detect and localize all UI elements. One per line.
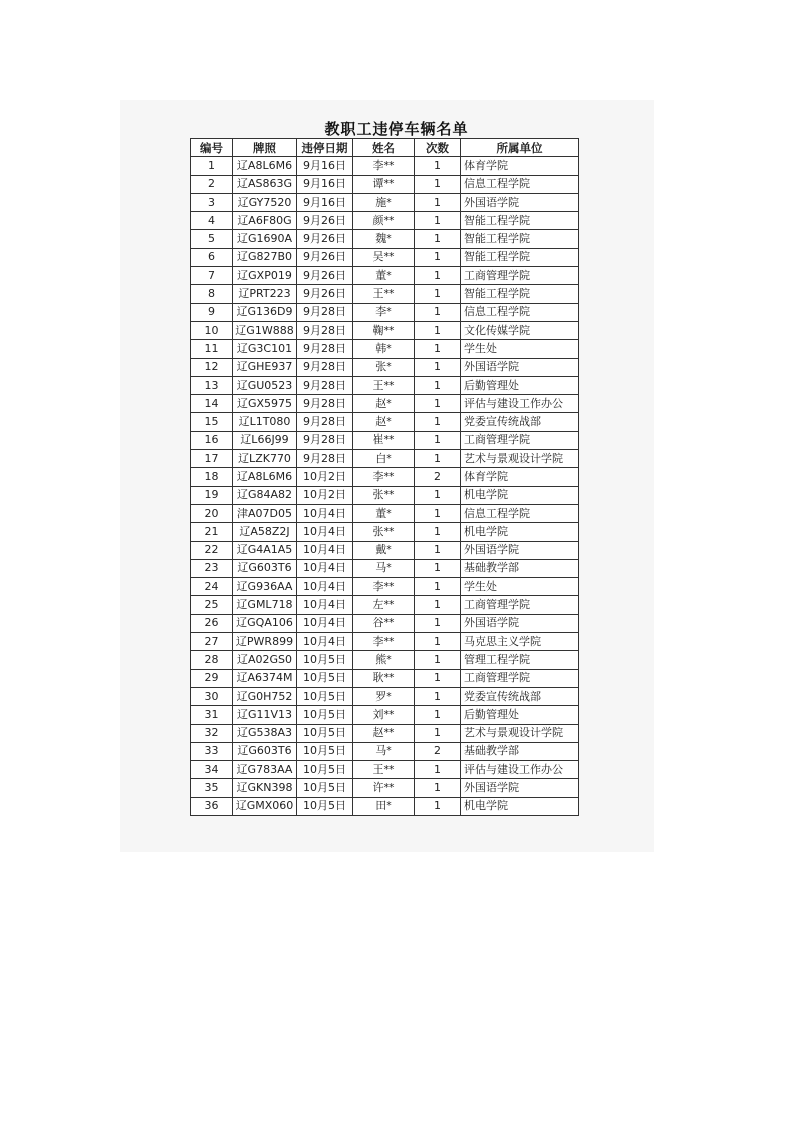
- cell-name: 李**: [353, 468, 415, 486]
- cell-count: 1: [415, 669, 461, 687]
- cell-count: 1: [415, 358, 461, 376]
- cell-name: 左**: [353, 596, 415, 614]
- cell-plate: 辽G4A1A5: [233, 541, 297, 559]
- cell-plate: 辽PWR899: [233, 633, 297, 651]
- table-row: [191, 742, 579, 760]
- cell-no: 33: [191, 742, 233, 760]
- cell-plate: 津A07D05: [233, 504, 297, 522]
- table-row: [191, 559, 579, 577]
- cell-name: 王**: [353, 285, 415, 303]
- cell-unit: 评估与建设工作办公: [461, 761, 579, 779]
- table-row: [191, 633, 579, 651]
- cell-count: 1: [415, 541, 461, 559]
- table-row: [191, 303, 579, 321]
- cell-no: 12: [191, 358, 233, 376]
- cell-name: 谭**: [353, 175, 415, 193]
- cell-no: 23: [191, 559, 233, 577]
- cell-plate: 辽GY7520: [233, 193, 297, 211]
- header-no: 编号: [191, 139, 233, 157]
- cell-unit: 智能工程学院: [461, 230, 579, 248]
- cell-unit: 基础教学部: [461, 559, 579, 577]
- cell-date: 10月5日: [297, 706, 353, 724]
- cell-no: 3: [191, 193, 233, 211]
- cell-date: 10月4日: [297, 504, 353, 522]
- table-row: [191, 486, 579, 504]
- cell-name: 韩*: [353, 340, 415, 358]
- cell-count: 1: [415, 431, 461, 449]
- cell-plate: 辽G1W888: [233, 321, 297, 339]
- cell-no: 29: [191, 669, 233, 687]
- cell-name: 施*: [353, 193, 415, 211]
- cell-plate: 辽G827B0: [233, 248, 297, 266]
- cell-name: 马*: [353, 742, 415, 760]
- cell-plate: 辽G936AA: [233, 578, 297, 596]
- cell-count: 1: [415, 486, 461, 504]
- cell-no: 19: [191, 486, 233, 504]
- cell-plate: 辽A8L6M6: [233, 157, 297, 175]
- cell-count: 1: [415, 651, 461, 669]
- cell-plate: 辽A8L6M6: [233, 468, 297, 486]
- cell-unit: 工商管理学院: [461, 669, 579, 687]
- cell-name: 鞠**: [353, 321, 415, 339]
- table-row: [191, 175, 579, 193]
- cell-date: 9月28日: [297, 303, 353, 321]
- cell-plate: 辽GHE937: [233, 358, 297, 376]
- cell-date: 10月2日: [297, 486, 353, 504]
- cell-date: 10月5日: [297, 669, 353, 687]
- cell-plate: 辽GQA106: [233, 614, 297, 632]
- cell-count: 2: [415, 742, 461, 760]
- cell-no: 10: [191, 321, 233, 339]
- cell-name: 罗*: [353, 687, 415, 705]
- header-unit: 所属单位: [461, 139, 579, 157]
- cell-unit: 体育学院: [461, 468, 579, 486]
- cell-plate: 辽GMX060: [233, 797, 297, 815]
- cell-date: 9月26日: [297, 267, 353, 285]
- cell-plate: 辽LZK770: [233, 450, 297, 468]
- cell-plate: 辽G136D9: [233, 303, 297, 321]
- cell-count: 1: [415, 761, 461, 779]
- cell-plate: 辽GX5975: [233, 395, 297, 413]
- table-row: [191, 376, 579, 394]
- cell-date: 9月26日: [297, 230, 353, 248]
- cell-unit: 马克思主义学院: [461, 633, 579, 651]
- cell-name: 田*: [353, 797, 415, 815]
- table-row: [191, 193, 579, 211]
- cell-date: 10月4日: [297, 578, 353, 596]
- table-row: [191, 706, 579, 724]
- cell-plate: 辽G603T6: [233, 742, 297, 760]
- cell-plate: 辽A6F80G: [233, 212, 297, 230]
- cell-count: 1: [415, 523, 461, 541]
- table-row: [191, 340, 579, 358]
- cell-plate: 辽A58Z2J: [233, 523, 297, 541]
- table-row: [191, 614, 579, 632]
- table-row: [191, 321, 579, 339]
- cell-unit: 文化传媒学院: [461, 321, 579, 339]
- cell-date: 10月4日: [297, 541, 353, 559]
- cell-date: 10月5日: [297, 797, 353, 815]
- cell-unit: 机电学院: [461, 797, 579, 815]
- cell-date: 9月26日: [297, 212, 353, 230]
- cell-name: 李**: [353, 578, 415, 596]
- table-row: [191, 212, 579, 230]
- cell-count: 1: [415, 395, 461, 413]
- cell-name: 李*: [353, 303, 415, 321]
- cell-no: 18: [191, 468, 233, 486]
- cell-count: 1: [415, 212, 461, 230]
- table-row: [191, 395, 579, 413]
- cell-unit: 评估与建设工作办公: [461, 395, 579, 413]
- cell-no: 16: [191, 431, 233, 449]
- cell-no: 14: [191, 395, 233, 413]
- cell-name: 董*: [353, 504, 415, 522]
- cell-date: 9月28日: [297, 358, 353, 376]
- cell-date: 10月4日: [297, 614, 353, 632]
- cell-name: 张**: [353, 523, 415, 541]
- cell-date: 9月28日: [297, 413, 353, 431]
- table-row: [191, 797, 579, 815]
- table-body: [191, 157, 579, 816]
- cell-no: 27: [191, 633, 233, 651]
- cell-unit: 管理工程学院: [461, 651, 579, 669]
- table-row: [191, 541, 579, 559]
- cell-no: 7: [191, 267, 233, 285]
- cell-unit: 后勤管理处: [461, 706, 579, 724]
- cell-plate: 辽GXP019: [233, 267, 297, 285]
- table-row: [191, 687, 579, 705]
- cell-no: 5: [191, 230, 233, 248]
- cell-date: 9月28日: [297, 395, 353, 413]
- cell-plate: 辽L66J99: [233, 431, 297, 449]
- cell-date: 9月26日: [297, 285, 353, 303]
- cell-no: 28: [191, 651, 233, 669]
- cell-date: 9月28日: [297, 321, 353, 339]
- cell-unit: 智能工程学院: [461, 212, 579, 230]
- cell-unit: 智能工程学院: [461, 285, 579, 303]
- table-row: [191, 468, 579, 486]
- cell-name: 张*: [353, 358, 415, 376]
- cell-name: 李**: [353, 633, 415, 651]
- cell-plate: 辽A02GS0: [233, 651, 297, 669]
- cell-unit: 艺术与景观设计学院: [461, 450, 579, 468]
- cell-name: 白*: [353, 450, 415, 468]
- cell-unit: 智能工程学院: [461, 248, 579, 266]
- cell-date: 10月4日: [297, 596, 353, 614]
- cell-date: 10月5日: [297, 779, 353, 797]
- table-row: [191, 724, 579, 742]
- cell-unit: 学生处: [461, 340, 579, 358]
- cell-date: 9月28日: [297, 450, 353, 468]
- cell-unit: 外国语学院: [461, 779, 579, 797]
- cell-count: 1: [415, 633, 461, 651]
- cell-unit: 艺术与景观设计学院: [461, 724, 579, 742]
- cell-count: 1: [415, 157, 461, 175]
- cell-count: 1: [415, 340, 461, 358]
- cell-count: 1: [415, 248, 461, 266]
- cell-name: 颜**: [353, 212, 415, 230]
- cell-count: 1: [415, 559, 461, 577]
- cell-unit: 外国语学院: [461, 193, 579, 211]
- cell-unit: 工商管理学院: [461, 596, 579, 614]
- table-row: [191, 578, 579, 596]
- cell-name: 魏*: [353, 230, 415, 248]
- cell-no: 22: [191, 541, 233, 559]
- cell-plate: 辽G11V13: [233, 706, 297, 724]
- cell-count: 1: [415, 614, 461, 632]
- cell-plate: 辽G0H752: [233, 687, 297, 705]
- cell-name: 马*: [353, 559, 415, 577]
- cell-no: 11: [191, 340, 233, 358]
- cell-date: 10月5日: [297, 761, 353, 779]
- table-row: [191, 596, 579, 614]
- cell-count: 2: [415, 468, 461, 486]
- cell-name: 李**: [353, 157, 415, 175]
- cell-unit: 体育学院: [461, 157, 579, 175]
- cell-plate: 辽GU0523: [233, 376, 297, 394]
- cell-unit: 学生处: [461, 578, 579, 596]
- cell-name: 戴*: [353, 541, 415, 559]
- cell-count: 1: [415, 797, 461, 815]
- cell-plate: 辽G783AA: [233, 761, 297, 779]
- cell-name: 王**: [353, 761, 415, 779]
- cell-unit: 工商管理学院: [461, 431, 579, 449]
- cell-date: 10月5日: [297, 651, 353, 669]
- cell-plate: 辽GML718: [233, 596, 297, 614]
- cell-date: 10月2日: [297, 468, 353, 486]
- cell-unit: 信息工程学院: [461, 175, 579, 193]
- cell-no: 4: [191, 212, 233, 230]
- cell-no: 32: [191, 724, 233, 742]
- cell-no: 24: [191, 578, 233, 596]
- cell-unit: 外国语学院: [461, 358, 579, 376]
- cell-count: 1: [415, 706, 461, 724]
- cell-unit: 信息工程学院: [461, 504, 579, 522]
- cell-count: 1: [415, 413, 461, 431]
- table-row: [191, 230, 579, 248]
- header-plate: 牌照: [233, 139, 297, 157]
- table-row: [191, 358, 579, 376]
- cell-name: 赵*: [353, 395, 415, 413]
- cell-no: 2: [191, 175, 233, 193]
- cell-plate: 辽G84A82: [233, 486, 297, 504]
- cell-no: 25: [191, 596, 233, 614]
- cell-unit: 机电学院: [461, 486, 579, 504]
- cell-count: 1: [415, 193, 461, 211]
- cell-no: 6: [191, 248, 233, 266]
- cell-count: 1: [415, 578, 461, 596]
- cell-no: 36: [191, 797, 233, 815]
- table-row: [191, 431, 579, 449]
- cell-name: 许**: [353, 779, 415, 797]
- cell-count: 1: [415, 285, 461, 303]
- table-row: [191, 450, 579, 468]
- cell-name: 董*: [353, 267, 415, 285]
- cell-date: 10月4日: [297, 559, 353, 577]
- table-row: [191, 779, 579, 797]
- cell-name: 赵*: [353, 413, 415, 431]
- cell-name: 熊*: [353, 651, 415, 669]
- table-row: [191, 413, 579, 431]
- cell-no: 8: [191, 285, 233, 303]
- cell-date: 9月16日: [297, 175, 353, 193]
- cell-date: 10月5日: [297, 724, 353, 742]
- cell-name: 耿**: [353, 669, 415, 687]
- cell-date: 9月28日: [297, 431, 353, 449]
- table-row: [191, 248, 579, 266]
- cell-count: 1: [415, 175, 461, 193]
- cell-name: 刘**: [353, 706, 415, 724]
- cell-no: 15: [191, 413, 233, 431]
- cell-name: 吴**: [353, 248, 415, 266]
- cell-date: 10月4日: [297, 633, 353, 651]
- cell-plate: 辽G538A3: [233, 724, 297, 742]
- table-row: [191, 504, 579, 522]
- cell-no: 34: [191, 761, 233, 779]
- cell-name: 张**: [353, 486, 415, 504]
- table-header-row: [191, 139, 579, 157]
- cell-date: 10月5日: [297, 687, 353, 705]
- cell-date: 9月26日: [297, 248, 353, 266]
- cell-unit: 外国语学院: [461, 614, 579, 632]
- cell-unit: 机电学院: [461, 523, 579, 541]
- cell-count: 1: [415, 267, 461, 285]
- cell-count: 1: [415, 450, 461, 468]
- cell-unit: 信息工程学院: [461, 303, 579, 321]
- cell-unit: 外国语学院: [461, 541, 579, 559]
- document-title: 教职工违停车辆名单: [324, 120, 469, 138]
- cell-count: 1: [415, 724, 461, 742]
- cell-name: 王**: [353, 376, 415, 394]
- cell-unit: 党委宣传统战部: [461, 413, 579, 431]
- cell-no: 26: [191, 614, 233, 632]
- header-date: 违停日期: [297, 139, 353, 157]
- cell-count: 1: [415, 779, 461, 797]
- cell-count: 1: [415, 303, 461, 321]
- cell-plate: 辽G1690A: [233, 230, 297, 248]
- cell-count: 1: [415, 596, 461, 614]
- cell-count: 1: [415, 504, 461, 522]
- cell-name: 赵**: [353, 724, 415, 742]
- cell-count: 1: [415, 230, 461, 248]
- cell-date: 9月28日: [297, 340, 353, 358]
- cell-no: 17: [191, 450, 233, 468]
- cell-date: 9月16日: [297, 157, 353, 175]
- cell-count: 1: [415, 376, 461, 394]
- cell-no: 13: [191, 376, 233, 394]
- violation-table: [190, 138, 579, 816]
- header-name: 姓名: [353, 139, 415, 157]
- cell-name: 崔**: [353, 431, 415, 449]
- table-row: [191, 651, 579, 669]
- cell-unit: 工商管理学院: [461, 267, 579, 285]
- cell-plate: 辽G603T6: [233, 559, 297, 577]
- cell-plate: 辽A6374M: [233, 669, 297, 687]
- cell-date: 10月5日: [297, 742, 353, 760]
- cell-unit: 党委宣传统战部: [461, 687, 579, 705]
- cell-plate: 辽GKN398: [233, 779, 297, 797]
- cell-plate: 辽PRT223: [233, 285, 297, 303]
- cell-no: 9: [191, 303, 233, 321]
- header-count: 次数: [415, 139, 461, 157]
- table-row: [191, 761, 579, 779]
- cell-unit: 基础教学部: [461, 742, 579, 760]
- cell-plate: 辽AS863G: [233, 175, 297, 193]
- cell-no: 35: [191, 779, 233, 797]
- cell-unit: 后勤管理处: [461, 376, 579, 394]
- table-row: [191, 669, 579, 687]
- cell-count: 1: [415, 687, 461, 705]
- cell-no: 21: [191, 523, 233, 541]
- cell-date: 9月16日: [297, 193, 353, 211]
- cell-no: 30: [191, 687, 233, 705]
- cell-plate: 辽L1T080: [233, 413, 297, 431]
- table-row: [191, 523, 579, 541]
- table-row: [191, 157, 579, 175]
- cell-no: 1: [191, 157, 233, 175]
- cell-plate: 辽G3C101: [233, 340, 297, 358]
- cell-no: 31: [191, 706, 233, 724]
- cell-date: 9月28日: [297, 376, 353, 394]
- table-row: [191, 267, 579, 285]
- cell-no: 20: [191, 504, 233, 522]
- cell-date: 10月4日: [297, 523, 353, 541]
- cell-count: 1: [415, 321, 461, 339]
- cell-name: 谷**: [353, 614, 415, 632]
- table-row: [191, 285, 579, 303]
